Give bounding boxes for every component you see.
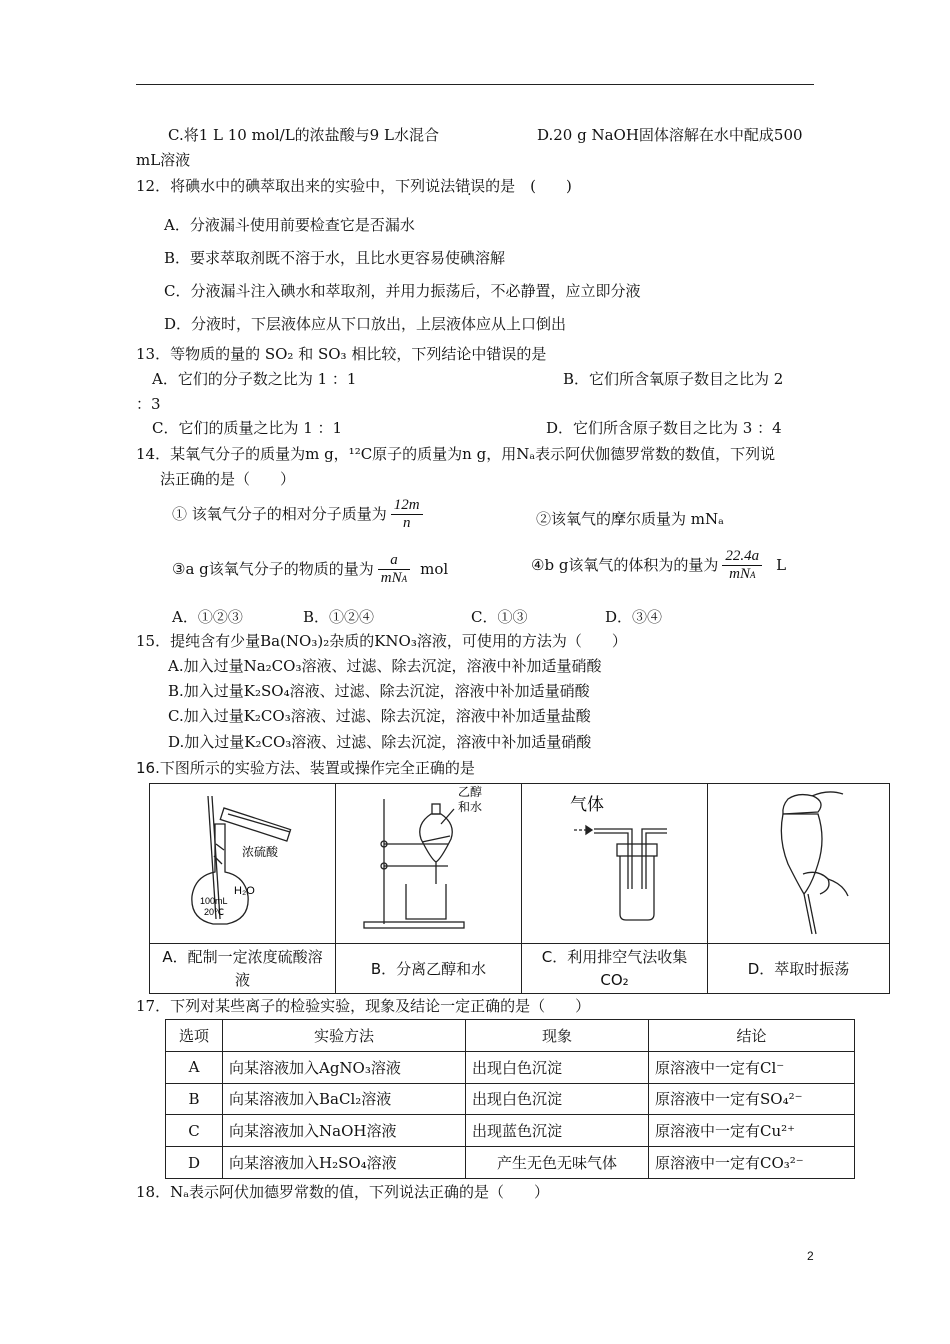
q14-stem-line2: 法正确的是（ ）: [160, 470, 296, 488]
fraction-12m-over-n: $\frac{12m}{n}$: [391, 497, 423, 533]
table-row: C 向某溶液加入NaOH溶液 出现蓝色沉淀 原溶液中一定有Cu²⁺: [166, 1115, 855, 1147]
q14-statement-4: ④b g该氧气的体积为的量为 $\frac{22.4a}{\text{mNA}}$ L: [531, 548, 787, 583]
label-conc-sulfuric: 浓硫酸: [242, 845, 279, 859]
separatory-funnel-stand-figure: [336, 784, 521, 939]
q16-caption-c: C．利用排空气法收集CO₂: [522, 944, 708, 994]
table-header-row: [166, 1020, 855, 1052]
fraction-a-over-mna: $\frac{a}{\text{mNA}}$: [378, 552, 410, 588]
q16-caption-a: A．配制一定浓度硫酸溶液: [150, 944, 336, 994]
q14-option-c: C．①③: [471, 608, 528, 626]
q15-option-b: B.加入过量K₂SO₄溶液、过滤、除去沉淀，溶液中补加适量硝酸: [168, 682, 590, 700]
volumetric-flask-figure: [150, 784, 335, 939]
q12-stem: 12．将碘水中的碘萃取出来的实验中，下列说法错误的是 ( ): [136, 177, 572, 195]
q16-figure-c: [522, 784, 708, 944]
q15-option-a: A.加入过量Na₂CO₃溶液、过滤、除去沉淀，溶液中补加适量硝酸: [168, 657, 602, 675]
q11-option-d-cont: mL溶液: [136, 151, 191, 169]
q16-figure-b: [336, 784, 522, 944]
q12-option-c: C．分液漏斗注入碘水和萃取剂，并用力振荡后，不必静置，应立即分液: [164, 282, 641, 300]
q12-option-d: D．分液时，下层液体应从下口放出，上层液体应从上口倒出: [164, 315, 567, 333]
q14-statement-1: ① 该氧气分子的相对分子质量为 $\frac{12m}{n}$: [172, 497, 427, 533]
label-20c: 20℃: [204, 907, 225, 917]
q16-figure-a: [150, 784, 336, 944]
header-conclusion: 结论: [649, 1020, 855, 1052]
q16-figure-d: [708, 784, 890, 944]
label-ethanol: 乙醇: [458, 785, 483, 799]
q14-option-a: A．①②③: [172, 608, 243, 626]
q16-caption-d: D．萃取时振荡: [708, 944, 890, 994]
q18-stem: 18．Nₐ表示阿伏加德罗常数的值，下列说法正确的是（ ）: [136, 1183, 550, 1201]
q12-option-a: A．分液漏斗使用前要检查它是否漏水: [164, 216, 415, 234]
table-row: B 向某溶液加入BaCl₂溶液 出现白色沉淀 原溶液中一定有SO₄²⁻: [166, 1083, 855, 1115]
q17-stem: 17．下列对某些离子的检验实验，现象及结论一定正确的是（ ）: [136, 997, 591, 1015]
q13-option-c: C．它们的质量之比为 1 ：1: [152, 419, 343, 437]
q16-stem: 16.下图所示的实验方法、装置或操作完全正确的是: [136, 759, 475, 777]
q14-option-b: B．①②④: [303, 608, 375, 626]
page-number: 2: [807, 1249, 814, 1263]
q13-option-a: A．它们的分子数之比为 1 ：1: [152, 370, 357, 388]
q15-stem: 15．提纯含有少量Ba(NO₃)₂杂质的KNO₃溶液，可使用的方法为（ ）: [136, 632, 627, 650]
q16-caption-b: B．分离乙醇和水: [336, 944, 522, 994]
q14-statement-3: ③a g该氧气分子的物质的量为 $\frac{a}{\text{mNA}}$ mol: [172, 552, 449, 587]
header-method: 实验方法: [223, 1020, 466, 1052]
label-h2o: H₂O: [234, 885, 255, 897]
q13-stem: 13．等物质的量的 SO₂ 和 SO₃ 相比较，下列结论中错误的是: [136, 345, 547, 363]
gas-collection-bottle-figure: [522, 784, 707, 939]
q12-option-b: B．要求萃取剂既不溶于水，且比水更容易使碘溶解: [164, 249, 506, 267]
header-rule: [136, 84, 814, 85]
q11-option-c: C.将1 L 10 mol/L的浓盐酸与9 L水混合: [168, 126, 439, 144]
q15-option-d: D.加入过量K₂CO₃溶液、过滤、除去沉淀，溶液中补加适量硝酸: [168, 733, 592, 751]
q14-statement-2: ②该氧气的摩尔质量为 mNₐ: [536, 510, 724, 528]
q14-option-d: D．③④: [605, 608, 663, 626]
q16-figure-table: [149, 783, 890, 994]
header-phenomenon: 现象: [466, 1020, 649, 1052]
q12-emphasis: 错误: [455, 177, 486, 195]
table-row: A 向某溶液加入AgNO₃溶液 出现白色沉淀 原溶液中一定有Cl⁻: [166, 1051, 855, 1083]
label-gas: 气体: [570, 795, 604, 815]
q17-table: [165, 1019, 855, 1179]
fraction-22.4a-over-mna: $\frac{22.4a}{\text{mNA}}$: [722, 548, 762, 584]
label-and-water: 和水: [458, 800, 483, 814]
label-100ml: 100mL: [200, 896, 228, 906]
q13-option-b: B．它们所含氧原子数目之比为 2: [563, 370, 784, 388]
header-option: 选项: [166, 1020, 223, 1052]
table-row: D 向某溶液加入H₂SO₄溶液 产生无色无味气体 原溶液中一定有CO₃²⁻: [166, 1147, 855, 1179]
q15-option-c: C.加入过量K₂CO₃溶液、过滤、除去沉淀，溶液中补加适量盐酸: [168, 707, 591, 725]
q11-option-d: D.20 g NaOH固体溶解在水中配成500: [537, 126, 803, 144]
q13-option-b-cont: ：3: [136, 395, 161, 413]
q14-stem-line1: 14．某氧气分子的质量为m g，¹²C原子的质量为n g，用Nₐ表示阿伏伽德罗常数的数值，下列说: [136, 445, 776, 463]
q13-option-d: D．它们所含原子数目之比为 3 ：4: [546, 419, 782, 437]
shaking-funnel-figure: [708, 784, 889, 939]
